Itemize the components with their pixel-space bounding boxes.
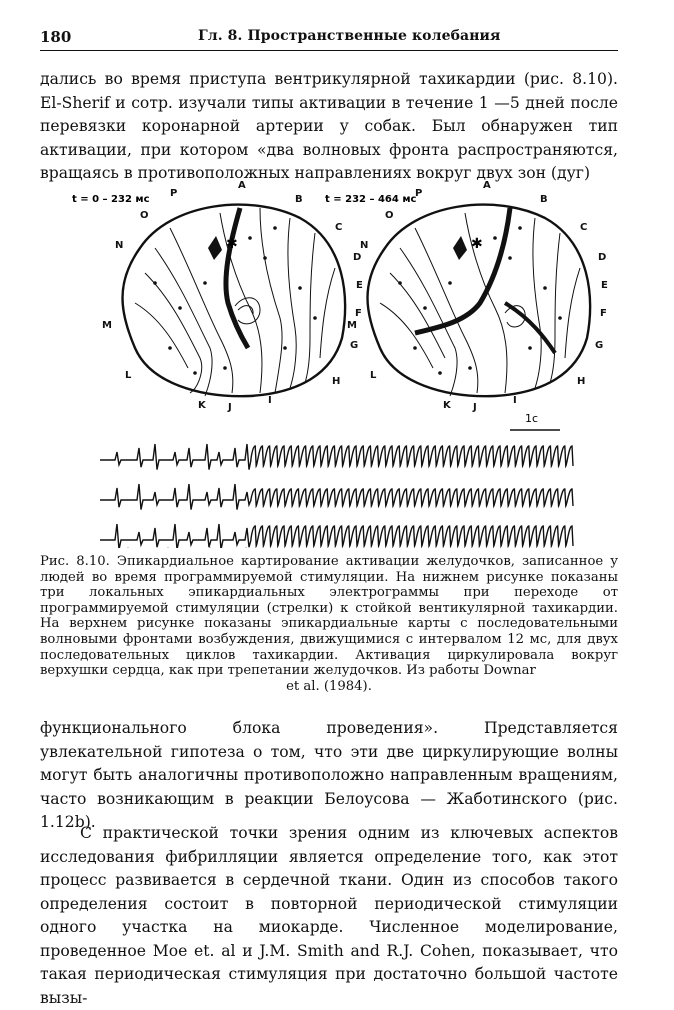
- label-A: A: [238, 180, 246, 191]
- electrogram-trace: [100, 524, 573, 548]
- label-K: K: [198, 400, 206, 411]
- figure-8-10: [70, 178, 610, 548]
- activation-map-right: [325, 180, 608, 413]
- figure-caption: [40, 554, 618, 694]
- paragraph-practical: С практической точки зрения одним из ключевых аспектов исследования фибрилляции является определение того, как этот процесс развивается в сердечной ткани. Один из способов такого определения состоит в повторной периодической стимуляции одного участка на миокарде. Численное моделирование, проведенное Moe et. al и J.M. Smith and R.J. Cohen, показывает, что такая периодическая стимуляция при достаточно большой частоте вызы-: [40, 824, 618, 1007]
- label-K-right: K: [443, 400, 451, 411]
- label-E: E: [356, 280, 363, 291]
- activation-map-left: [72, 180, 363, 413]
- paragraph-continuation: функционального блока проведения». Представляется увлекательной гипотеза о том, что эти две циркулирующие волны могут быть аналогичны противоположно направленным вращениям, часто возникающим в реакции Белоусова — Жаботинского (рис. 1.12b).: [40, 719, 618, 831]
- label-I-right: I: [513, 395, 517, 406]
- page-header: [40, 28, 618, 51]
- label-O: O: [140, 210, 149, 221]
- label-N-right: N: [360, 240, 369, 251]
- label-M-right: M: [347, 320, 357, 331]
- map-left-time: t = 0 – 232 мс: [72, 194, 150, 205]
- label-G: G: [350, 340, 359, 351]
- running-head: Гл. 8. Пространственные колебания: [198, 28, 501, 44]
- label-J-right: J: [473, 402, 477, 413]
- label-D-right: D: [598, 252, 607, 263]
- figure-drawing: [70, 178, 610, 548]
- scale-bar: [510, 412, 560, 430]
- label-J: J: [228, 402, 232, 413]
- label-L-right: L: [370, 370, 377, 381]
- label-C-right: C: [580, 222, 588, 233]
- label-D: D: [353, 252, 362, 263]
- label-H: H: [332, 376, 341, 387]
- label-N: N: [115, 240, 124, 251]
- label-P-right: P: [415, 188, 423, 199]
- label-A-right: A: [483, 180, 491, 191]
- label-O-right: O: [385, 210, 394, 221]
- label-B-right: B: [540, 194, 548, 205]
- label-F-right: F: [600, 308, 607, 319]
- label-C: C: [335, 222, 343, 233]
- svg-text:✱: ✱: [471, 236, 483, 252]
- label-M: M: [102, 320, 112, 331]
- paragraph-intro: дались во время приступа вентрикулярной тахикардии (рис. 8.10). El-Sherif и сотр. изучали типы активации в течение 1 —5 дней после перевязки коронарной артерии у собак. Был обнаружен тип активации, при котором «два волновых фронта распространяются, вращаясь в противоположных направлениях вокруг двух зон (дуг): [40, 70, 618, 182]
- map-right-time: t = 232 – 464 мс: [325, 194, 417, 205]
- electrogram-trace: [100, 444, 573, 470]
- electrogram-trace: [100, 484, 573, 510]
- label-F: F: [355, 308, 362, 319]
- svg-text:✱: ✱: [226, 236, 238, 252]
- label-G-right: G: [595, 340, 604, 351]
- label-P: P: [170, 188, 178, 199]
- electrogram-traces: [100, 444, 573, 548]
- page-number: 180: [40, 28, 72, 46]
- label-E-right: E: [601, 280, 608, 291]
- scale-bar-label: 1с: [525, 412, 539, 425]
- label-B: B: [295, 194, 303, 205]
- label-H-right: H: [577, 376, 586, 387]
- caption-text: Рис. 8.10. Эпикардиальное картирование активации желудочков, записанное у людей во время программируемой стимуляции. На нижнем рисунке показаны три локальных эпикардиальных электрограммы при переходе от программируемой стимуляции (стрелки) к стойкой вентикулярной тахикардии. На верхнем рисунке показаны эпикардиальные карты с последовательными волновыми фронтами возбуждения, движущимися с интервалом 12 мс, для двух последовательных циклов тахикардии. Активация циркулировала вокруг верхушки сердца, как при трепетании желудочков. Из работы Downar: [40, 554, 618, 679]
- label-I: I: [268, 395, 272, 406]
- label-L: L: [125, 370, 132, 381]
- caption-last-line: et al. (1984).: [286, 678, 372, 694]
